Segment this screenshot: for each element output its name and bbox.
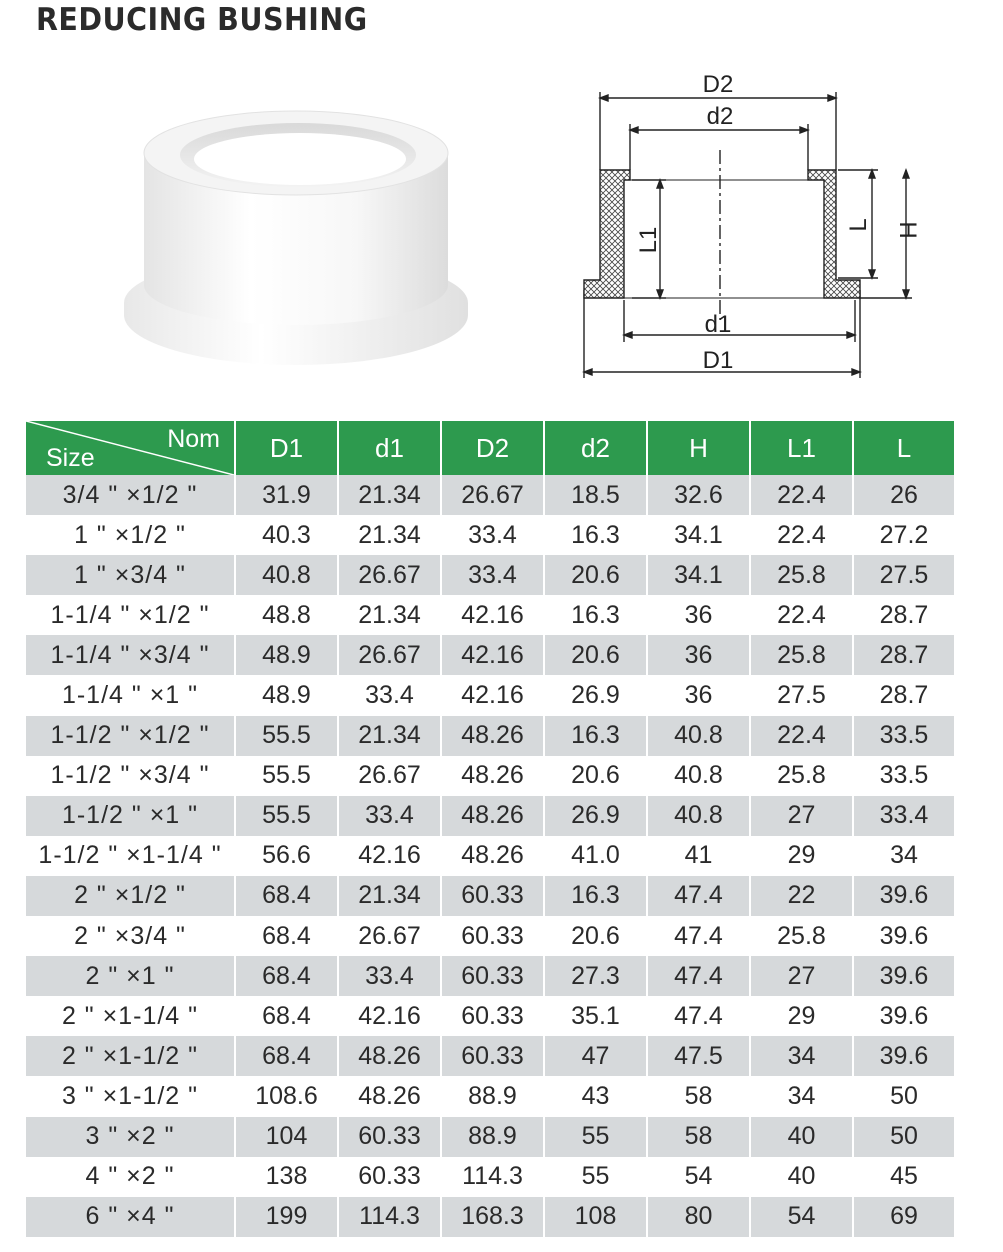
cell-d1: 33.4 bbox=[338, 675, 441, 715]
header-d2: d2 bbox=[544, 421, 647, 475]
cell-D2: 60.33 bbox=[441, 956, 544, 996]
cell-d1: 48.26 bbox=[338, 1036, 441, 1076]
table-row bbox=[26, 916, 954, 956]
table-row bbox=[26, 1076, 954, 1116]
table-row bbox=[26, 756, 954, 796]
cell-D1: 68.4 bbox=[235, 956, 338, 996]
cell-size: 2 " ×1-1/4 " bbox=[26, 996, 235, 1036]
cell-H: 47.5 bbox=[647, 1036, 750, 1076]
cell-L: 50 bbox=[853, 1076, 954, 1116]
cell-d1: 21.34 bbox=[338, 716, 441, 756]
cell-L: 50 bbox=[853, 1117, 954, 1157]
cell-d2: 108 bbox=[544, 1197, 647, 1237]
cell-L: 26 bbox=[853, 475, 954, 515]
cell-L1: 54 bbox=[750, 1197, 853, 1237]
cell-d1: 21.34 bbox=[338, 515, 441, 555]
cell-D2: 60.33 bbox=[441, 996, 544, 1036]
cell-L1: 29 bbox=[750, 996, 853, 1036]
cell-H: 34.1 bbox=[647, 515, 750, 555]
cell-H: 47.4 bbox=[647, 996, 750, 1036]
table-header-row bbox=[26, 421, 954, 475]
cell-size: 2 " ×1 " bbox=[26, 956, 235, 996]
cell-D1: 108.6 bbox=[235, 1076, 338, 1116]
cell-D2: 42.16 bbox=[441, 595, 544, 635]
cell-size: 3/4 " ×1/2 " bbox=[26, 475, 235, 515]
table-row bbox=[26, 595, 954, 635]
cell-D1: 40.3 bbox=[235, 515, 338, 555]
cell-D2: 60.33 bbox=[441, 876, 544, 916]
cell-d2: 55 bbox=[544, 1117, 647, 1157]
cell-size: 3 " ×1-1/2 " bbox=[26, 1076, 235, 1116]
cell-H: 40.8 bbox=[647, 716, 750, 756]
cell-H: 80 bbox=[647, 1197, 750, 1237]
label-D1: D1 bbox=[702, 347, 734, 374]
cell-L: 39.6 bbox=[853, 916, 954, 956]
table-row bbox=[26, 796, 954, 836]
cell-L1: 40 bbox=[750, 1157, 853, 1197]
label-L: L bbox=[845, 218, 872, 232]
cell-D2: 60.33 bbox=[441, 916, 544, 956]
cell-d1: 48.26 bbox=[338, 1076, 441, 1116]
header-H: H bbox=[647, 421, 750, 475]
label-L1: L1 bbox=[635, 226, 662, 254]
cell-L: 33.5 bbox=[853, 756, 954, 796]
cell-L1: 34 bbox=[750, 1076, 853, 1116]
cell-d2: 43 bbox=[544, 1076, 647, 1116]
label-d2: d2 bbox=[706, 103, 734, 130]
label-H: H bbox=[894, 221, 921, 239]
dimension-table bbox=[26, 421, 954, 1237]
cell-H: 47.4 bbox=[647, 956, 750, 996]
cell-d2: 16.3 bbox=[544, 595, 647, 635]
cell-L1: 27.5 bbox=[750, 675, 853, 715]
cell-size: 1-1/4 " ×3/4 " bbox=[26, 635, 235, 675]
cell-L: 27.2 bbox=[853, 515, 954, 555]
header-nom: Nom bbox=[167, 425, 220, 453]
cell-D1: 48.9 bbox=[235, 635, 338, 675]
cell-L1: 27 bbox=[750, 956, 853, 996]
cell-d1: 26.67 bbox=[338, 916, 441, 956]
cell-H: 36 bbox=[647, 675, 750, 715]
table-row bbox=[26, 716, 954, 756]
cell-L1: 27 bbox=[750, 796, 853, 836]
cell-H: 32.6 bbox=[647, 475, 750, 515]
label-D2: D2 bbox=[702, 71, 734, 98]
cell-d2: 27.3 bbox=[544, 956, 647, 996]
header-d1: d1 bbox=[338, 421, 441, 475]
table-row bbox=[26, 1157, 954, 1197]
cell-L: 69 bbox=[853, 1197, 954, 1237]
cell-d2: 26.9 bbox=[544, 796, 647, 836]
cell-d2: 20.6 bbox=[544, 756, 647, 796]
cell-H: 47.4 bbox=[647, 876, 750, 916]
cell-L1: 22.4 bbox=[750, 716, 853, 756]
table-row bbox=[26, 515, 954, 555]
table-row bbox=[26, 1036, 954, 1076]
header-D2: D2 bbox=[441, 421, 544, 475]
cell-d2: 20.6 bbox=[544, 916, 647, 956]
cell-L: 39.6 bbox=[853, 1036, 954, 1076]
cell-D2: 48.26 bbox=[441, 796, 544, 836]
cell-size: 1 " ×3/4 " bbox=[26, 555, 235, 595]
cell-d1: 26.67 bbox=[338, 756, 441, 796]
cell-H: 40.8 bbox=[647, 796, 750, 836]
cell-L1: 22.4 bbox=[750, 475, 853, 515]
table-row bbox=[26, 1117, 954, 1157]
cell-d1: 26.67 bbox=[338, 635, 441, 675]
cell-D1: 48.9 bbox=[235, 675, 338, 715]
cell-L1: 40 bbox=[750, 1117, 853, 1157]
cell-L: 33.5 bbox=[853, 716, 954, 756]
table-row bbox=[26, 1197, 954, 1237]
cell-D1: 56.6 bbox=[235, 836, 338, 876]
cell-size: 6 " ×4 " bbox=[26, 1197, 235, 1237]
cell-d1: 42.16 bbox=[338, 836, 441, 876]
cell-size: 2 " ×1/2 " bbox=[26, 876, 235, 916]
cell-d2: 35.1 bbox=[544, 996, 647, 1036]
bushing-product-photo bbox=[110, 85, 480, 375]
cell-L1: 22 bbox=[750, 876, 853, 916]
cell-L: 28.7 bbox=[853, 675, 954, 715]
cell-d2: 16.3 bbox=[544, 876, 647, 916]
table-row bbox=[26, 956, 954, 996]
cell-D1: 55.5 bbox=[235, 756, 338, 796]
cell-d2: 26.9 bbox=[544, 675, 647, 715]
table-row bbox=[26, 675, 954, 715]
cell-size: 1-1/4 " ×1 " bbox=[26, 675, 235, 715]
cell-size: 1-1/2 " ×1-1/4 " bbox=[26, 836, 235, 876]
cell-D2: 88.9 bbox=[441, 1076, 544, 1116]
table-row bbox=[26, 475, 954, 515]
cell-L1: 25.8 bbox=[750, 555, 853, 595]
cell-H: 47.4 bbox=[647, 916, 750, 956]
cell-D2: 114.3 bbox=[441, 1157, 544, 1197]
cell-D2: 33.4 bbox=[441, 555, 544, 595]
cell-d1: 21.34 bbox=[338, 475, 441, 515]
cell-D1: 55.5 bbox=[235, 796, 338, 836]
cell-D2: 48.26 bbox=[441, 716, 544, 756]
cell-D2: 42.16 bbox=[441, 675, 544, 715]
page-title: REDUCING BUSHING bbox=[36, 2, 368, 38]
table-row bbox=[26, 836, 954, 876]
cell-D1: 68.4 bbox=[235, 996, 338, 1036]
cell-H: 41 bbox=[647, 836, 750, 876]
cross-section-drawing bbox=[570, 70, 930, 390]
header-D1: D1 bbox=[235, 421, 338, 475]
cell-D1: 199 bbox=[235, 1197, 338, 1237]
cell-size: 1-1/2 " ×3/4 " bbox=[26, 756, 235, 796]
cell-D2: 33.4 bbox=[441, 515, 544, 555]
table-row bbox=[26, 555, 954, 595]
table-row bbox=[26, 876, 954, 916]
cell-L1: 25.8 bbox=[750, 635, 853, 675]
cell-L1: 25.8 bbox=[750, 916, 853, 956]
cell-L: 27.5 bbox=[853, 555, 954, 595]
cell-H: 58 bbox=[647, 1076, 750, 1116]
cell-size: 4 " ×2 " bbox=[26, 1157, 235, 1197]
cell-D2: 26.67 bbox=[441, 475, 544, 515]
cell-d2: 41.0 bbox=[544, 836, 647, 876]
cell-d1: 60.33 bbox=[338, 1117, 441, 1157]
cell-size: 1 " ×1/2 " bbox=[26, 515, 235, 555]
cell-D2: 88.9 bbox=[441, 1117, 544, 1157]
cell-H: 34.1 bbox=[647, 555, 750, 595]
cell-D1: 48.8 bbox=[235, 595, 338, 635]
table-row bbox=[26, 996, 954, 1036]
cell-D1: 138 bbox=[235, 1157, 338, 1197]
cell-H: 58 bbox=[647, 1117, 750, 1157]
cell-d1: 21.34 bbox=[338, 876, 441, 916]
cell-H: 40.8 bbox=[647, 756, 750, 796]
table-row bbox=[26, 635, 954, 675]
cell-D2: 48.26 bbox=[441, 836, 544, 876]
cell-d1: 42.16 bbox=[338, 996, 441, 1036]
cell-L1: 22.4 bbox=[750, 515, 853, 555]
cell-L: 28.7 bbox=[853, 635, 954, 675]
cell-L: 33.4 bbox=[853, 796, 954, 836]
cell-size: 1-1/4 " ×1/2 " bbox=[26, 595, 235, 635]
cell-d2: 20.6 bbox=[544, 635, 647, 675]
cell-D1: 40.8 bbox=[235, 555, 338, 595]
cell-L1: 29 bbox=[750, 836, 853, 876]
header-size: Size bbox=[46, 444, 95, 472]
cell-d1: 21.34 bbox=[338, 595, 441, 635]
cell-D1: 55.5 bbox=[235, 716, 338, 756]
cell-d2: 16.3 bbox=[544, 515, 647, 555]
cell-L: 28.7 bbox=[853, 595, 954, 635]
cell-d2: 55 bbox=[544, 1157, 647, 1197]
cell-L1: 34 bbox=[750, 1036, 853, 1076]
cell-D1: 68.4 bbox=[235, 916, 338, 956]
header-L: L bbox=[853, 421, 954, 475]
cell-d1: 114.3 bbox=[338, 1197, 441, 1237]
cell-H: 36 bbox=[647, 635, 750, 675]
header-L1: L1 bbox=[750, 421, 853, 475]
cell-d1: 33.4 bbox=[338, 796, 441, 836]
cell-d2: 20.6 bbox=[544, 555, 647, 595]
cell-H: 54 bbox=[647, 1157, 750, 1197]
cell-L1: 25.8 bbox=[750, 756, 853, 796]
cell-d1: 26.67 bbox=[338, 555, 441, 595]
cell-d1: 60.33 bbox=[338, 1157, 441, 1197]
cell-D2: 42.16 bbox=[441, 635, 544, 675]
cell-D2: 60.33 bbox=[441, 1036, 544, 1076]
label-d1: d1 bbox=[704, 311, 732, 338]
cell-L: 34 bbox=[853, 836, 954, 876]
cell-size: 2 " ×3/4 " bbox=[26, 916, 235, 956]
cell-D1: 31.9 bbox=[235, 475, 338, 515]
header-corner bbox=[26, 421, 235, 475]
cell-D1: 68.4 bbox=[235, 1036, 338, 1076]
cell-H: 36 bbox=[647, 595, 750, 635]
cell-d2: 18.5 bbox=[544, 475, 647, 515]
cell-L1: 22.4 bbox=[750, 595, 853, 635]
cell-size: 1-1/2 " ×1 " bbox=[26, 796, 235, 836]
cell-D1: 68.4 bbox=[235, 876, 338, 916]
cell-L: 39.6 bbox=[853, 956, 954, 996]
cell-size: 2 " ×1-1/2 " bbox=[26, 1036, 235, 1076]
cell-D2: 168.3 bbox=[441, 1197, 544, 1237]
cell-size: 3 " ×2 " bbox=[26, 1117, 235, 1157]
cell-L: 39.6 bbox=[853, 876, 954, 916]
cell-L: 45 bbox=[853, 1157, 954, 1197]
cell-D1: 104 bbox=[235, 1117, 338, 1157]
cell-size: 1-1/2 " ×1/2 " bbox=[26, 716, 235, 756]
cell-d2: 47 bbox=[544, 1036, 647, 1076]
cell-d1: 33.4 bbox=[338, 956, 441, 996]
cell-D2: 48.26 bbox=[441, 756, 544, 796]
cell-L: 39.6 bbox=[853, 996, 954, 1036]
cell-d2: 16.3 bbox=[544, 716, 647, 756]
